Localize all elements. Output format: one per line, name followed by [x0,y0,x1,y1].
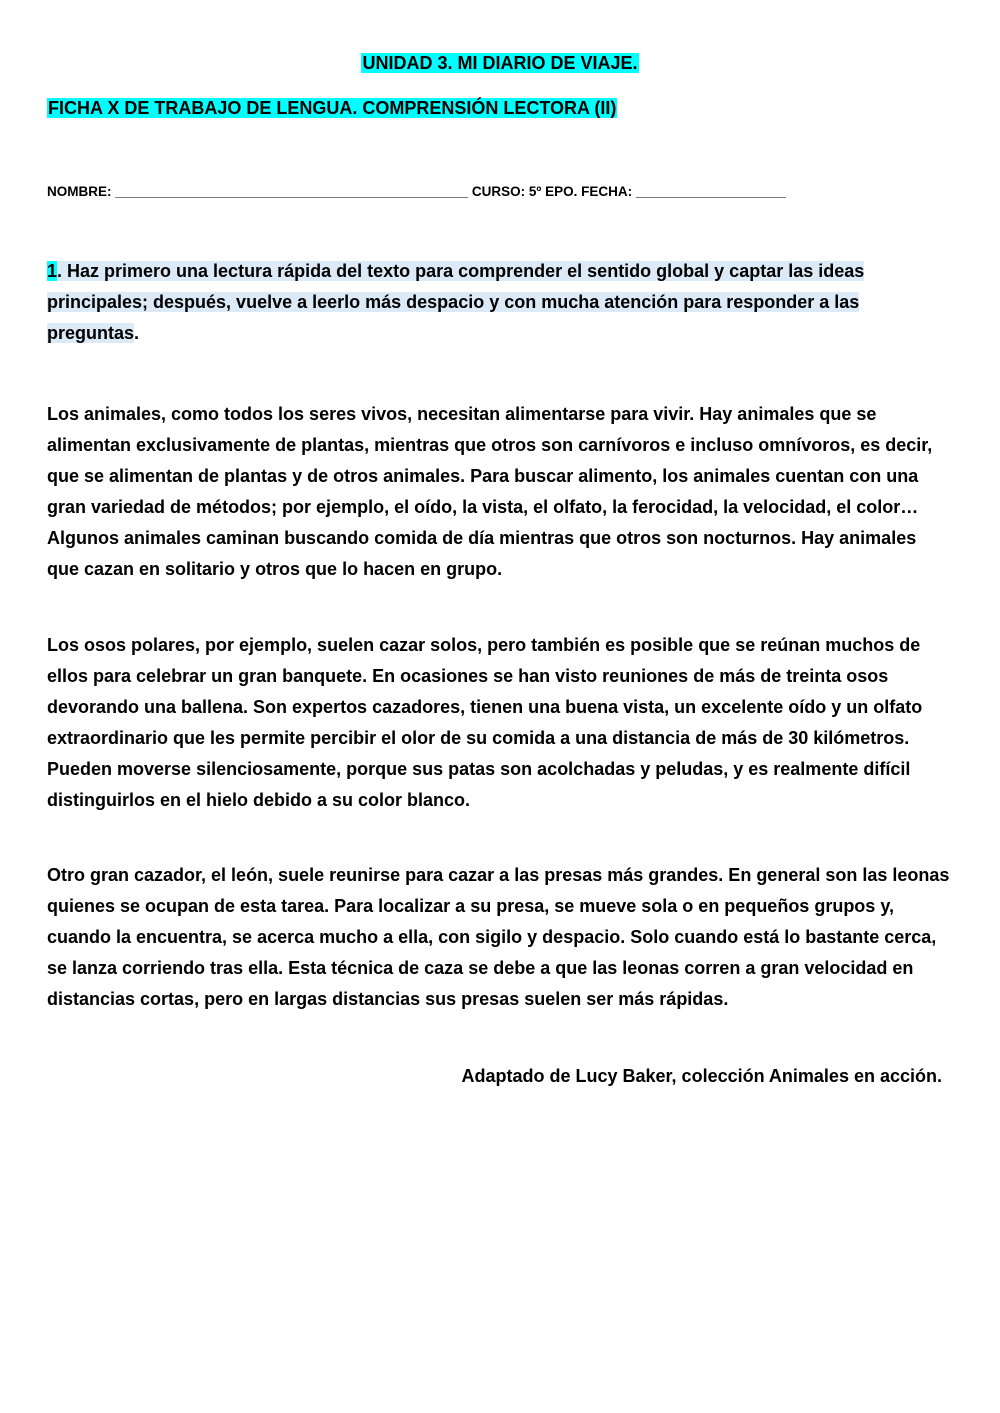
question-text: . Haz primero una lectura rápida del texto para comprender el sentido global y captar las ideas principales; después, vuelve a leerlo más despacio y con mucha atención para responder a las preguntas [47,261,865,343]
name-label: NOMBRE: [47,184,116,199]
reading-paragraph-1 [47,399,953,585]
worksheet-title: FICHA X DE TRABAJO DE LENGUA. COMPRENSIÓN LECTORA (II) [48,98,617,118]
paragraph-text: Los animales, como todos los seres vivos, necesitan alimentarse para vivir. Hay animales que se alimentan exclusivamente de plantas, mientras que otros son carnívoros e incluso omnívoros, es decir, que se alimentan de plantas y de otros animales. Para buscar alimento, los animales cuentan con una gran variedad de métodos; por ejemplo, el oído, la vista, el olfato, la ferocidad, la velocidad, el color… Algunos animales caminan buscando comida de día mientras que otros son nocturnos. Hay animales que cazan en solitario y otros que lo hacen en grupo. [47,404,933,579]
question-end: . [134,323,140,343]
student-info-line [47,182,957,202]
unit-title: UNIDAD 3. MI DIARIO DE VIAJE. [362,53,638,73]
reading-paragraph-3 [47,860,953,1015]
name-blank[interactable]: _______________________________________________ [115,184,469,199]
paragraph-text: Los osos polares, por ejemplo, suelen cazar solos, pero también es posible que se reúnan muchos de ellos para celebrar un gran banquete. En ocasiones se han visto reuniones de más de treinta osos devorando una ballena. Son expertos cazadores, tienen una buena vista, un excelente oído y un olfato extraordinario que les permite percibir el olor de su comida a una distancia de más de 30 kilómetros. Pueden moverse silenciosamente, porque sus patas son acolchadas y peludas, y es realmente difícil distinguirlos en el hielo debido a su color blanco. [47,635,923,810]
question-number: 1 [47,261,58,281]
date-blank[interactable]: ____________________ [635,184,787,199]
unit-title-row [0,50,1000,76]
source-attribution: Adaptado de Lucy Baker, colección Animales en acción. [461,1066,942,1086]
paragraph-text: Otro gran cazador, el león, suele reunirse para cazar a las presas más grandes. En general son las leonas quienes se ocupan de esta tarea. Para localizar a su presa, se mueve sola o en pequeños grupos y, cuando la encuentra, se acerca mucho a ella, con sigilo y despacio. Solo cuando está lo bastante cerca, se lanza corriendo tras ella. Esta técnica de caza se debe a que las leonas corren a gran velocidad en distancias cortas, pero en largas distancias sus presas suelen ser más rápidas. [47,865,950,1009]
course-date-label: CURSO: 5º EPO. FECHA: [468,184,636,199]
question-1 [47,256,953,349]
reading-paragraph-2 [47,630,953,816]
worksheet-title-row [47,95,617,121]
